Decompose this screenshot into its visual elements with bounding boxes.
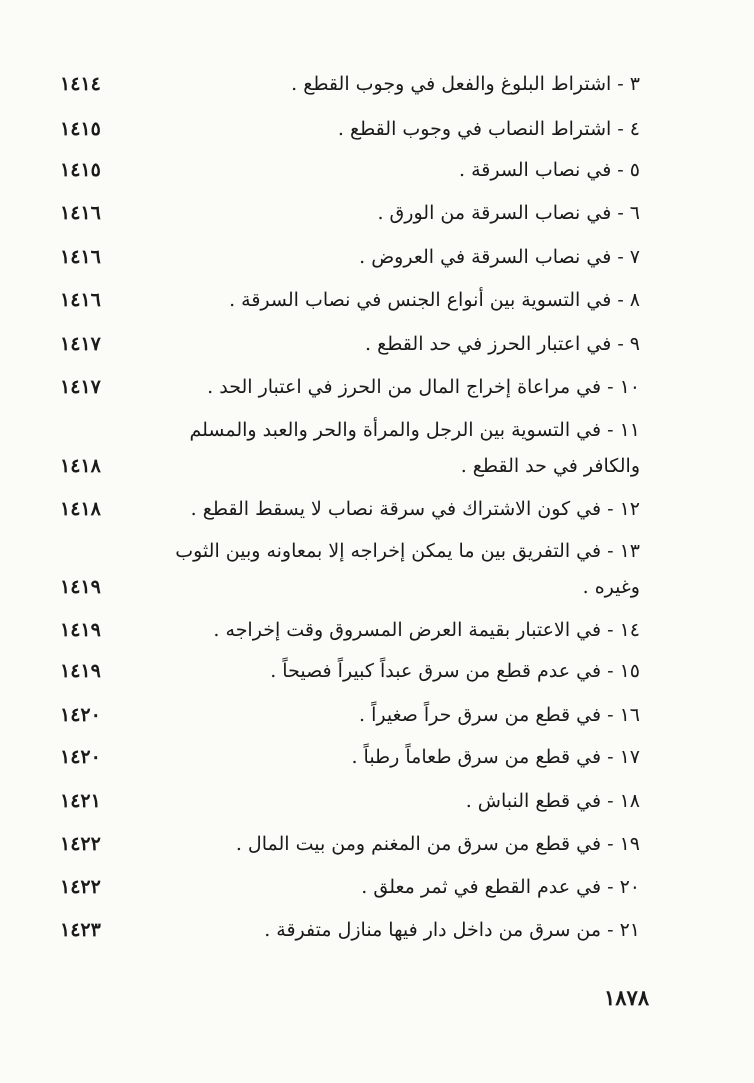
entry-title: ١٠ - في مراعاة إخراج المال من الحرز في اعتبار الحد . (207, 376, 640, 398)
entry-title: ٢٠ - في عدم القطع في ثمر معلق . (361, 876, 640, 898)
entry-page-number: ١٤١٨ (60, 498, 101, 520)
entry-title: ٦ - في نصاب السرقة من الورق . (377, 202, 640, 224)
toc-entry (60, 195, 640, 231)
entry-title: ٩ - في اعتبار الحرز في حد القطع . (365, 333, 640, 355)
page-number: ١٨٧٨ (604, 985, 650, 1010)
entry-page-number: ١٤١٩ (60, 660, 101, 682)
entry-page-number: ١٤٢٣ (60, 919, 101, 941)
entry-title: ١٥ - في عدم قطع من سرق عبداً كبيراً فصيحاً . (270, 660, 640, 682)
entry-title: ٨ - في التسوية بين أنواع الجنس في نصاب السرقة . (229, 289, 640, 311)
entry-page-number: ١٤١٧ (60, 376, 101, 398)
entry-title: ٢١ - من سرق من داخل دار فيها منازل متفرقة . (264, 919, 640, 941)
entry-page-number: ١٤١٨ (60, 455, 101, 477)
entry-page-number: ١٤١٧ (60, 333, 101, 355)
entry-title: ٣ - اشتراط البلوغ والفعل في وجوب القطع . (291, 73, 640, 95)
toc-entry (60, 282, 640, 318)
entry-title: ١٤ - في الاعتبار بقيمة العرض المسروق وقت إخراجه . (213, 619, 640, 641)
toc-entry (60, 612, 640, 648)
entry-title: ١٣ - في التفريق بين ما يمكن إخراجه إلا بمعاونه وبين الثوب وغيره . (175, 540, 640, 598)
entry-page-number: ١٤٢٢ (60, 833, 101, 855)
entry-page-number: ١٤١٥ (60, 118, 101, 140)
toc-entry (60, 912, 640, 948)
entry-title: ١٩ - في قطع من سرق من المغنم ومن بيت المال . (235, 833, 640, 855)
entry-title: ١١ - في التسوية بين الرجل والمرأة والحر والعبد والمسلم والكافر في حد القطع . (189, 419, 640, 477)
entry-page-number: ١٤٢٢ (60, 876, 101, 898)
toc-entry (60, 369, 640, 405)
toc-entry (60, 869, 640, 905)
entry-page-number: ١٤١٦ (60, 202, 101, 224)
entry-title: ١٢ - في كون الاشتراك في سرقة نصاب لا يسقط القطع . (190, 498, 640, 520)
toc-entry (60, 653, 640, 689)
entry-title: ١٦ - في قطع من سرق حراً صغيراً . (359, 704, 640, 726)
entry-page-number: ١٤١٩ (60, 576, 101, 598)
toc-entry (60, 739, 640, 775)
entry-page-number: ١٤١٦ (60, 246, 101, 268)
toc-entry (60, 533, 640, 605)
entry-page-number: ١٤١٦ (60, 289, 101, 311)
entry-title: ٧ - في نصاب السرقة في العروض . (359, 246, 640, 268)
entry-title: ٤ - اشتراط النصاب في وجوب القطع . (337, 118, 640, 140)
toc-entry (60, 239, 640, 275)
toc-entry (60, 326, 640, 362)
toc-entry (60, 412, 640, 484)
entry-title: ١٨ - في قطع النباش . (465, 790, 640, 812)
toc-entry (60, 66, 640, 102)
toc-entry (60, 491, 640, 527)
entry-title: ١٧ - في قطع من سرق طعاماً رطباً . (351, 746, 640, 768)
entry-title: ٥ - في نصاب السرقة . (458, 159, 640, 181)
entry-page-number: ١٤٢٠ (60, 704, 101, 726)
entry-page-number: ١٤٢١ (60, 790, 101, 812)
toc-entry (60, 697, 640, 733)
toc-entry (60, 152, 640, 188)
toc-entry (60, 826, 640, 862)
entry-page-number: ١٤١٤ (60, 73, 101, 95)
toc-entry (60, 111, 640, 147)
entry-page-number: ١٤٢٠ (60, 746, 101, 768)
entry-page-number: ١٤١٥ (60, 159, 101, 181)
toc-entry (60, 783, 640, 819)
entry-page-number: ١٤١٩ (60, 619, 101, 641)
